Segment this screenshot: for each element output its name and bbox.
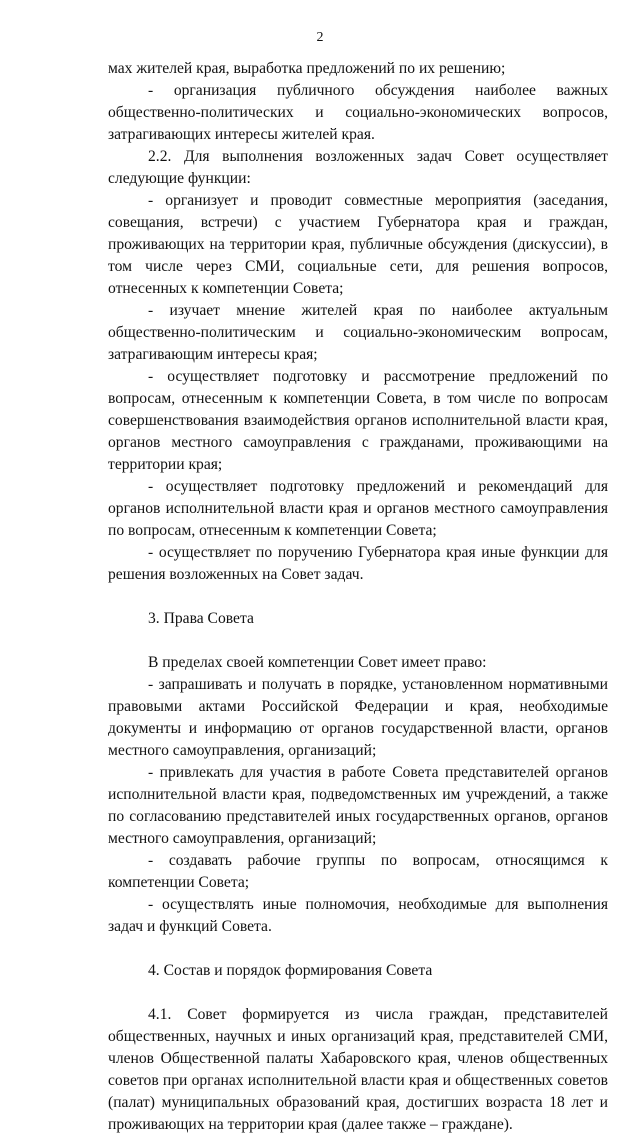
paragraph: - привлекать для участия в работе Совета представителей органов исполнительной власти края, подведомственных им учреждений, а также по согласованию представителей иных государственных органов, органов местного самоуправления, организаций; — [108, 764, 608, 847]
section-heading: 3. Права Совета — [148, 610, 254, 627]
paragraph: - осуществляет подготовку предложений и рекомендаций для органов исполнительной власти края и органов местного самоуправления по вопросам, отнесенным к компетенции Совета; — [108, 478, 608, 539]
section-gap — [108, 982, 608, 1004]
paragraph: - осуществляет по поручению Губернатора края иные функции для решения возложенных на Совет задач. — [108, 544, 608, 583]
paragraph: - организация публичного обсуждения наиболее важных общественно-политических и социально-экономических вопросов, затрагивающих интересы жителей края. — [108, 82, 608, 143]
paragraph: - организует и проводит совместные мероприятия (заседания, совещания, встречи) с участием Губернатора края и граждан, проживающих на территории края, публичные обсуждения (дискуссии), в том числе через СМИ, социальные сети, для решения вопросов, отнесенных к компетенции Совета; — [108, 192, 608, 297]
paragraph: - создавать рабочие группы по вопросам, относящимся к компетенции Совета; — [108, 852, 608, 891]
paragraph: мах жителей края, выработка предложений по их решению; — [108, 60, 506, 77]
section-gap — [108, 938, 608, 960]
paragraph: - осуществляет подготовку и рассмотрение предложений по вопросам, отнесенным к компетенции Совета, в том числе по вопросам совершенствования взаимодействия органов исполнительной власти края, органов местного самоуправления с гражданами, проживающими на территории края; — [108, 368, 608, 473]
section-gap — [108, 586, 608, 608]
paragraph: - изучает мнение жителей края по наиболее актуальным общественно-политическим и социально-экономическим вопросам, затрагивающим интересы края; — [108, 302, 608, 363]
paragraph: - осуществлять иные полномочия, необходимые для выполнения задач и функций Совета. — [108, 896, 608, 935]
paragraph: В пределах своей компетенции Совет имеет право: — [148, 654, 487, 671]
section-gap — [108, 630, 608, 652]
page-number: 2 — [316, 30, 324, 45]
paragraph: 2.2. Для выполнения возложенных задач Совет осуществляет следующие функции: — [108, 148, 608, 187]
paragraph: 4.1. Совет формируется из числа граждан, представителей общественных, научных и иных организаций края, представителей СМИ, членов Общественной палаты Хабаровского края, членов общественных советов при органах исполнительной власти края и общественных советов (палат) муниципальных образований края, достигших возраста 18 лет и проживающих на территории края (далее также – граждане). — [108, 1006, 608, 1133]
section-heading: 4. Состав и порядок формирования Совета — [148, 962, 433, 979]
paragraph: - запрашивать и получать в порядке, установленном нормативными правовыми актами Российской Федерации и края, необходимые документы и информацию от органов государственной власти, органов местного самоуправления, организаций; — [108, 676, 608, 759]
document-body — [108, 58, 608, 1136]
